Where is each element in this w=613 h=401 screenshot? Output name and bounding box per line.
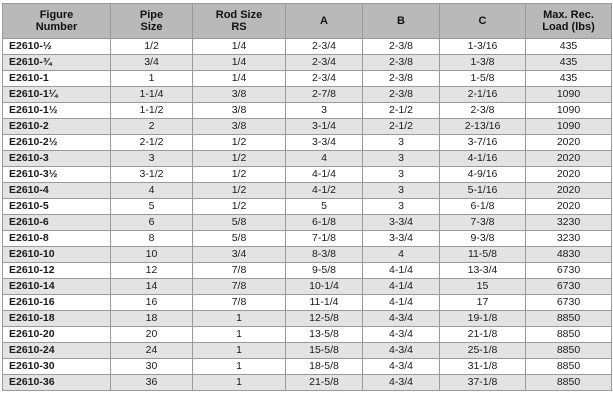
rod-size-cell: 1	[193, 343, 286, 359]
max-load-cell: 6730	[526, 295, 612, 311]
header-pipe-size: Pipe Size	[111, 4, 193, 39]
dimension-b-cell: 3-3/4	[363, 231, 440, 247]
pipe-size-cell: 1	[111, 71, 193, 87]
dimension-a-cell: 15-5/8	[286, 343, 363, 359]
table-row	[3, 263, 612, 279]
figure-number-cell: E2610-12	[3, 263, 111, 279]
dimension-b-cell: 4-3/4	[363, 359, 440, 375]
dimension-c-cell: 15	[440, 279, 526, 295]
dimension-a-cell: 2-3/4	[286, 39, 363, 55]
dimension-b-cell: 3	[363, 183, 440, 199]
max-load-cell: 2020	[526, 151, 612, 167]
pipe-size-cell: 2	[111, 119, 193, 135]
dimension-c-cell: 4-9/16	[440, 167, 526, 183]
dimension-a-cell: 3-3/4	[286, 135, 363, 151]
dimension-a-cell: 6-1/8	[286, 215, 363, 231]
dimension-c-cell: 11-5/8	[440, 247, 526, 263]
rod-size-cell: 1/2	[193, 183, 286, 199]
rod-size-cell: 3/4	[193, 247, 286, 263]
rod-size-cell: 7/8	[193, 263, 286, 279]
max-load-cell: 1090	[526, 119, 612, 135]
table-row	[3, 311, 612, 327]
dimension-c-cell: 2-1/16	[440, 87, 526, 103]
dimension-a-cell: 11-1/4	[286, 295, 363, 311]
pipe-size-cell: 5	[111, 199, 193, 215]
table-body	[3, 39, 612, 391]
pipe-size-cell: 8	[111, 231, 193, 247]
dimension-c-cell: 1-3/16	[440, 39, 526, 55]
max-load-cell: 6730	[526, 263, 612, 279]
table-row	[3, 375, 612, 391]
table-row	[3, 55, 612, 71]
dimension-a-cell: 9-5/8	[286, 263, 363, 279]
table-row	[3, 199, 612, 215]
rod-size-cell: 3/8	[193, 103, 286, 119]
dimension-b-cell: 3-3/4	[363, 215, 440, 231]
dimension-a-cell: 8-3/8	[286, 247, 363, 263]
figure-number-cell: E2610-14	[3, 279, 111, 295]
dimension-a-cell: 2-7/8	[286, 87, 363, 103]
table-row	[3, 167, 612, 183]
pipe-size-cell: 24	[111, 343, 193, 359]
pipe-size-cell: 16	[111, 295, 193, 311]
dimension-c-cell: 25-1/8	[440, 343, 526, 359]
pipe-size-cell: 1-1/2	[111, 103, 193, 119]
figure-number-cell: E2610-8	[3, 231, 111, 247]
max-load-cell: 1090	[526, 103, 612, 119]
pipe-size-cell: 36	[111, 375, 193, 391]
rod-size-cell: 1/2	[193, 135, 286, 151]
dimension-c-cell: 2-13/16	[440, 119, 526, 135]
dimension-a-cell: 2-3/4	[286, 71, 363, 87]
pipe-size-cell: 20	[111, 327, 193, 343]
dimension-a-cell: 5	[286, 199, 363, 215]
dimension-a-cell: 21-5/8	[286, 375, 363, 391]
max-load-cell: 8850	[526, 343, 612, 359]
table-header	[3, 4, 612, 39]
figure-number-cell: E2610-3	[3, 151, 111, 167]
rod-size-cell: 1/4	[193, 55, 286, 71]
dimension-a-cell: 3	[286, 103, 363, 119]
table-row	[3, 279, 612, 295]
pipe-size-cell: 2-1/2	[111, 135, 193, 151]
dimension-c-cell: 17	[440, 295, 526, 311]
max-load-cell: 8850	[526, 311, 612, 327]
pipe-size-cell: 4	[111, 183, 193, 199]
max-load-cell: 435	[526, 71, 612, 87]
figure-number-cell: E2610-18	[3, 311, 111, 327]
dimension-a-cell: 10-1/4	[286, 279, 363, 295]
figure-number-cell: E2610-1¼	[3, 87, 111, 103]
table-row	[3, 247, 612, 263]
max-load-cell: 4830	[526, 247, 612, 263]
max-load-cell: 2020	[526, 167, 612, 183]
figure-number-cell: E2610-36	[3, 375, 111, 391]
dimension-b-cell: 4-1/4	[363, 295, 440, 311]
dimension-a-cell: 2-3/4	[286, 55, 363, 71]
figure-number-cell: E2610-2	[3, 119, 111, 135]
dimension-b-cell: 4-3/4	[363, 327, 440, 343]
table-row	[3, 87, 612, 103]
max-load-cell: 8850	[526, 359, 612, 375]
dimension-a-cell: 4-1/2	[286, 183, 363, 199]
dimension-c-cell: 7-3/8	[440, 215, 526, 231]
dimension-c-cell: 3-7/16	[440, 135, 526, 151]
max-load-cell: 8850	[526, 375, 612, 391]
rod-size-cell: 1/2	[193, 199, 286, 215]
header-row	[3, 4, 612, 39]
table-row	[3, 295, 612, 311]
dimension-a-cell: 13-5/8	[286, 327, 363, 343]
rod-size-cell: 1	[193, 359, 286, 375]
rod-size-cell: 7/8	[193, 279, 286, 295]
pipe-size-cell: 30	[111, 359, 193, 375]
dimension-b-cell: 3	[363, 151, 440, 167]
figure-number-cell: E2610-1	[3, 71, 111, 87]
rod-size-cell: 1/2	[193, 151, 286, 167]
dimension-c-cell: 13-3/4	[440, 263, 526, 279]
rod-size-cell: 3/8	[193, 119, 286, 135]
dimension-a-cell: 18-5/8	[286, 359, 363, 375]
rod-size-cell: 5/8	[193, 231, 286, 247]
table-row	[3, 103, 612, 119]
figure-number-cell: E2610-30	[3, 359, 111, 375]
dimension-c-cell: 9-3/8	[440, 231, 526, 247]
dimension-c-cell: 4-1/16	[440, 151, 526, 167]
rod-size-cell: 5/8	[193, 215, 286, 231]
figure-number-cell: E2610-3½	[3, 167, 111, 183]
dimension-c-cell: 2-3/8	[440, 103, 526, 119]
dimension-b-cell: 2-1/2	[363, 119, 440, 135]
figure-number-cell: E2610-5	[3, 199, 111, 215]
dimension-b-cell: 2-1/2	[363, 103, 440, 119]
max-load-cell: 3230	[526, 231, 612, 247]
figure-number-cell: E2610-½	[3, 39, 111, 55]
dimension-c-cell: 6-1/8	[440, 199, 526, 215]
figure-number-cell: E2610-20	[3, 327, 111, 343]
pipe-size-cell: 1-1/4	[111, 87, 193, 103]
figure-number-cell: E2610-4	[3, 183, 111, 199]
table-row	[3, 183, 612, 199]
dimension-b-cell: 3	[363, 167, 440, 183]
table-row	[3, 359, 612, 375]
figure-number-cell: E2610-2½	[3, 135, 111, 151]
max-load-cell: 1090	[526, 87, 612, 103]
dimension-b-cell: 4-3/4	[363, 343, 440, 359]
dimension-c-cell: 37-1/8	[440, 375, 526, 391]
dimension-b-cell: 4-1/4	[363, 263, 440, 279]
specification-table	[2, 3, 612, 391]
header-b: B	[363, 4, 440, 39]
figure-number-cell: E2610-16	[3, 295, 111, 311]
header-a: A	[286, 4, 363, 39]
dimension-a-cell: 4	[286, 151, 363, 167]
dimension-c-cell: 5-1/16	[440, 183, 526, 199]
dimension-a-cell: 7-1/8	[286, 231, 363, 247]
dimension-c-cell: 1-3/8	[440, 55, 526, 71]
dimension-b-cell: 4	[363, 247, 440, 263]
dimension-b-cell: 4-3/4	[363, 375, 440, 391]
pipe-size-cell: 3	[111, 151, 193, 167]
figure-number-cell: E2610-¾	[3, 55, 111, 71]
table-row	[3, 119, 612, 135]
table-row	[3, 135, 612, 151]
max-load-cell: 8850	[526, 327, 612, 343]
dimension-b-cell: 2-3/8	[363, 71, 440, 87]
table-row	[3, 71, 612, 87]
pipe-size-cell: 14	[111, 279, 193, 295]
dimension-c-cell: 31-1/8	[440, 359, 526, 375]
rod-size-cell: 1	[193, 311, 286, 327]
table-row	[3, 151, 612, 167]
dimension-c-cell: 21-1/8	[440, 327, 526, 343]
table-row	[3, 39, 612, 55]
rod-size-cell: 3/8	[193, 87, 286, 103]
dimension-c-cell: 1-5/8	[440, 71, 526, 87]
max-load-cell: 3230	[526, 215, 612, 231]
pipe-size-cell: 12	[111, 263, 193, 279]
header-rod-size: Rod Size RS	[193, 4, 286, 39]
table-row	[3, 327, 612, 343]
pipe-size-cell: 18	[111, 311, 193, 327]
pipe-size-cell: 6	[111, 215, 193, 231]
pipe-size-cell: 3/4	[111, 55, 193, 71]
max-load-cell: 2020	[526, 199, 612, 215]
dimension-a-cell: 12-5/8	[286, 311, 363, 327]
rod-size-cell: 1/4	[193, 39, 286, 55]
dimension-b-cell: 2-3/8	[363, 55, 440, 71]
figure-number-cell: E2610-6	[3, 215, 111, 231]
dimension-a-cell: 4-1/4	[286, 167, 363, 183]
pipe-size-cell: 10	[111, 247, 193, 263]
dimension-a-cell: 3-1/4	[286, 119, 363, 135]
pipe-size-cell: 1/2	[111, 39, 193, 55]
dimension-b-cell: 3	[363, 135, 440, 151]
rod-size-cell: 1	[193, 375, 286, 391]
rod-size-cell: 1/4	[193, 71, 286, 87]
max-load-cell: 6730	[526, 279, 612, 295]
header-max-load: Max. Rec. Load (lbs)	[526, 4, 612, 39]
dimension-b-cell: 3	[363, 199, 440, 215]
rod-size-cell: 7/8	[193, 295, 286, 311]
dimension-c-cell: 19-1/8	[440, 311, 526, 327]
dimension-b-cell: 4-1/4	[363, 279, 440, 295]
rod-size-cell: 1	[193, 327, 286, 343]
max-load-cell: 435	[526, 55, 612, 71]
dimension-b-cell: 2-3/8	[363, 87, 440, 103]
max-load-cell: 2020	[526, 135, 612, 151]
max-load-cell: 435	[526, 39, 612, 55]
figure-number-cell: E2610-24	[3, 343, 111, 359]
dimension-b-cell: 2-3/8	[363, 39, 440, 55]
pipe-size-cell: 3-1/2	[111, 167, 193, 183]
figure-number-cell: E2610-10	[3, 247, 111, 263]
dimension-b-cell: 4-3/4	[363, 311, 440, 327]
header-c: C	[440, 4, 526, 39]
header-figure-number: Figure Number	[3, 4, 111, 39]
table-row	[3, 215, 612, 231]
figure-number-cell: E2610-1½	[3, 103, 111, 119]
table-row	[3, 343, 612, 359]
table-row	[3, 231, 612, 247]
max-load-cell: 2020	[526, 183, 612, 199]
rod-size-cell: 1/2	[193, 167, 286, 183]
